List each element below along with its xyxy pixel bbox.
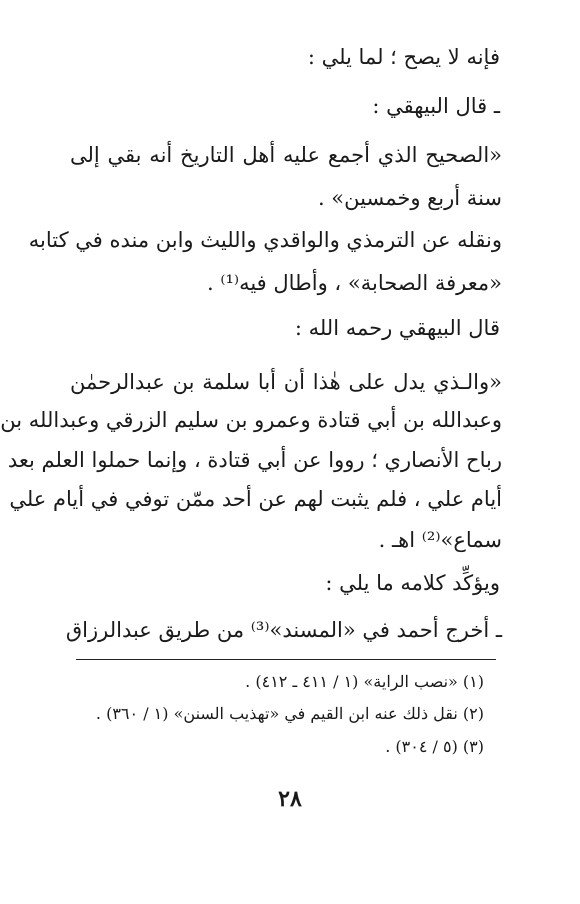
footnote-2: (٢) نقل ذلك عنه ابن القيم في «تهذيب السنن» (١ / ٣٦٠) . [95,704,484,723]
text-line-11: أيام علي ، فلم يثبت لهم عن أحد ممّن توفي في أيام علي [9,487,502,511]
text-line-9: وعبدالله بن أبي قتادة وعمرو بن سليم الزرقي وعبدالله بن [0,408,502,432]
text-line-7: قال البيهقي رحمه الله : [294,316,500,340]
footnote-separator [76,659,496,660]
page-number: ٢٨ [278,786,302,812]
text-line-5: ونقله عن الترمذي والواقدي والليث وابن منده في كتابه [28,228,502,252]
text-line-13: ويؤكِّد كلامه ما يلي : [325,571,500,595]
text-line-14: ـ أخرج أحمد في «المسند»⁽³⁾ من طريق عبدالرزاق [65,618,502,642]
text-line-12: سماع»⁽²⁾ اهـ . [378,528,502,552]
text-line-6: «معرفة الصحابة» ، وأطال فيه⁽¹⁾ . [206,271,502,295]
footnote-3: (٣) (٥ / ٣٠٤) . [385,737,484,756]
text-line-10: رباح الأنصاري ؛ رووا عن أبي قتادة ، وإنما حملوا العلم بعد [7,448,502,472]
text-line-8: «والـذي يدل على هٰذا أن أبا سلمة بن عبدالرحمٰن [70,370,502,394]
text-line-4: سنة أربع وخمسين» . [317,186,502,210]
text-line-1: فإنه لا يصح ؛ لما يلي : [307,45,500,69]
text-line-3: «الصحيح الذي أجمع عليه أهل التاريخ أنه بقي إلى [70,143,502,167]
footnote-1: (١) «نصب الراية» (١ / ٤١١ ـ ٤١٢) . [245,672,484,691]
text-line-2: ـ قال البيهقي : [372,94,500,118]
